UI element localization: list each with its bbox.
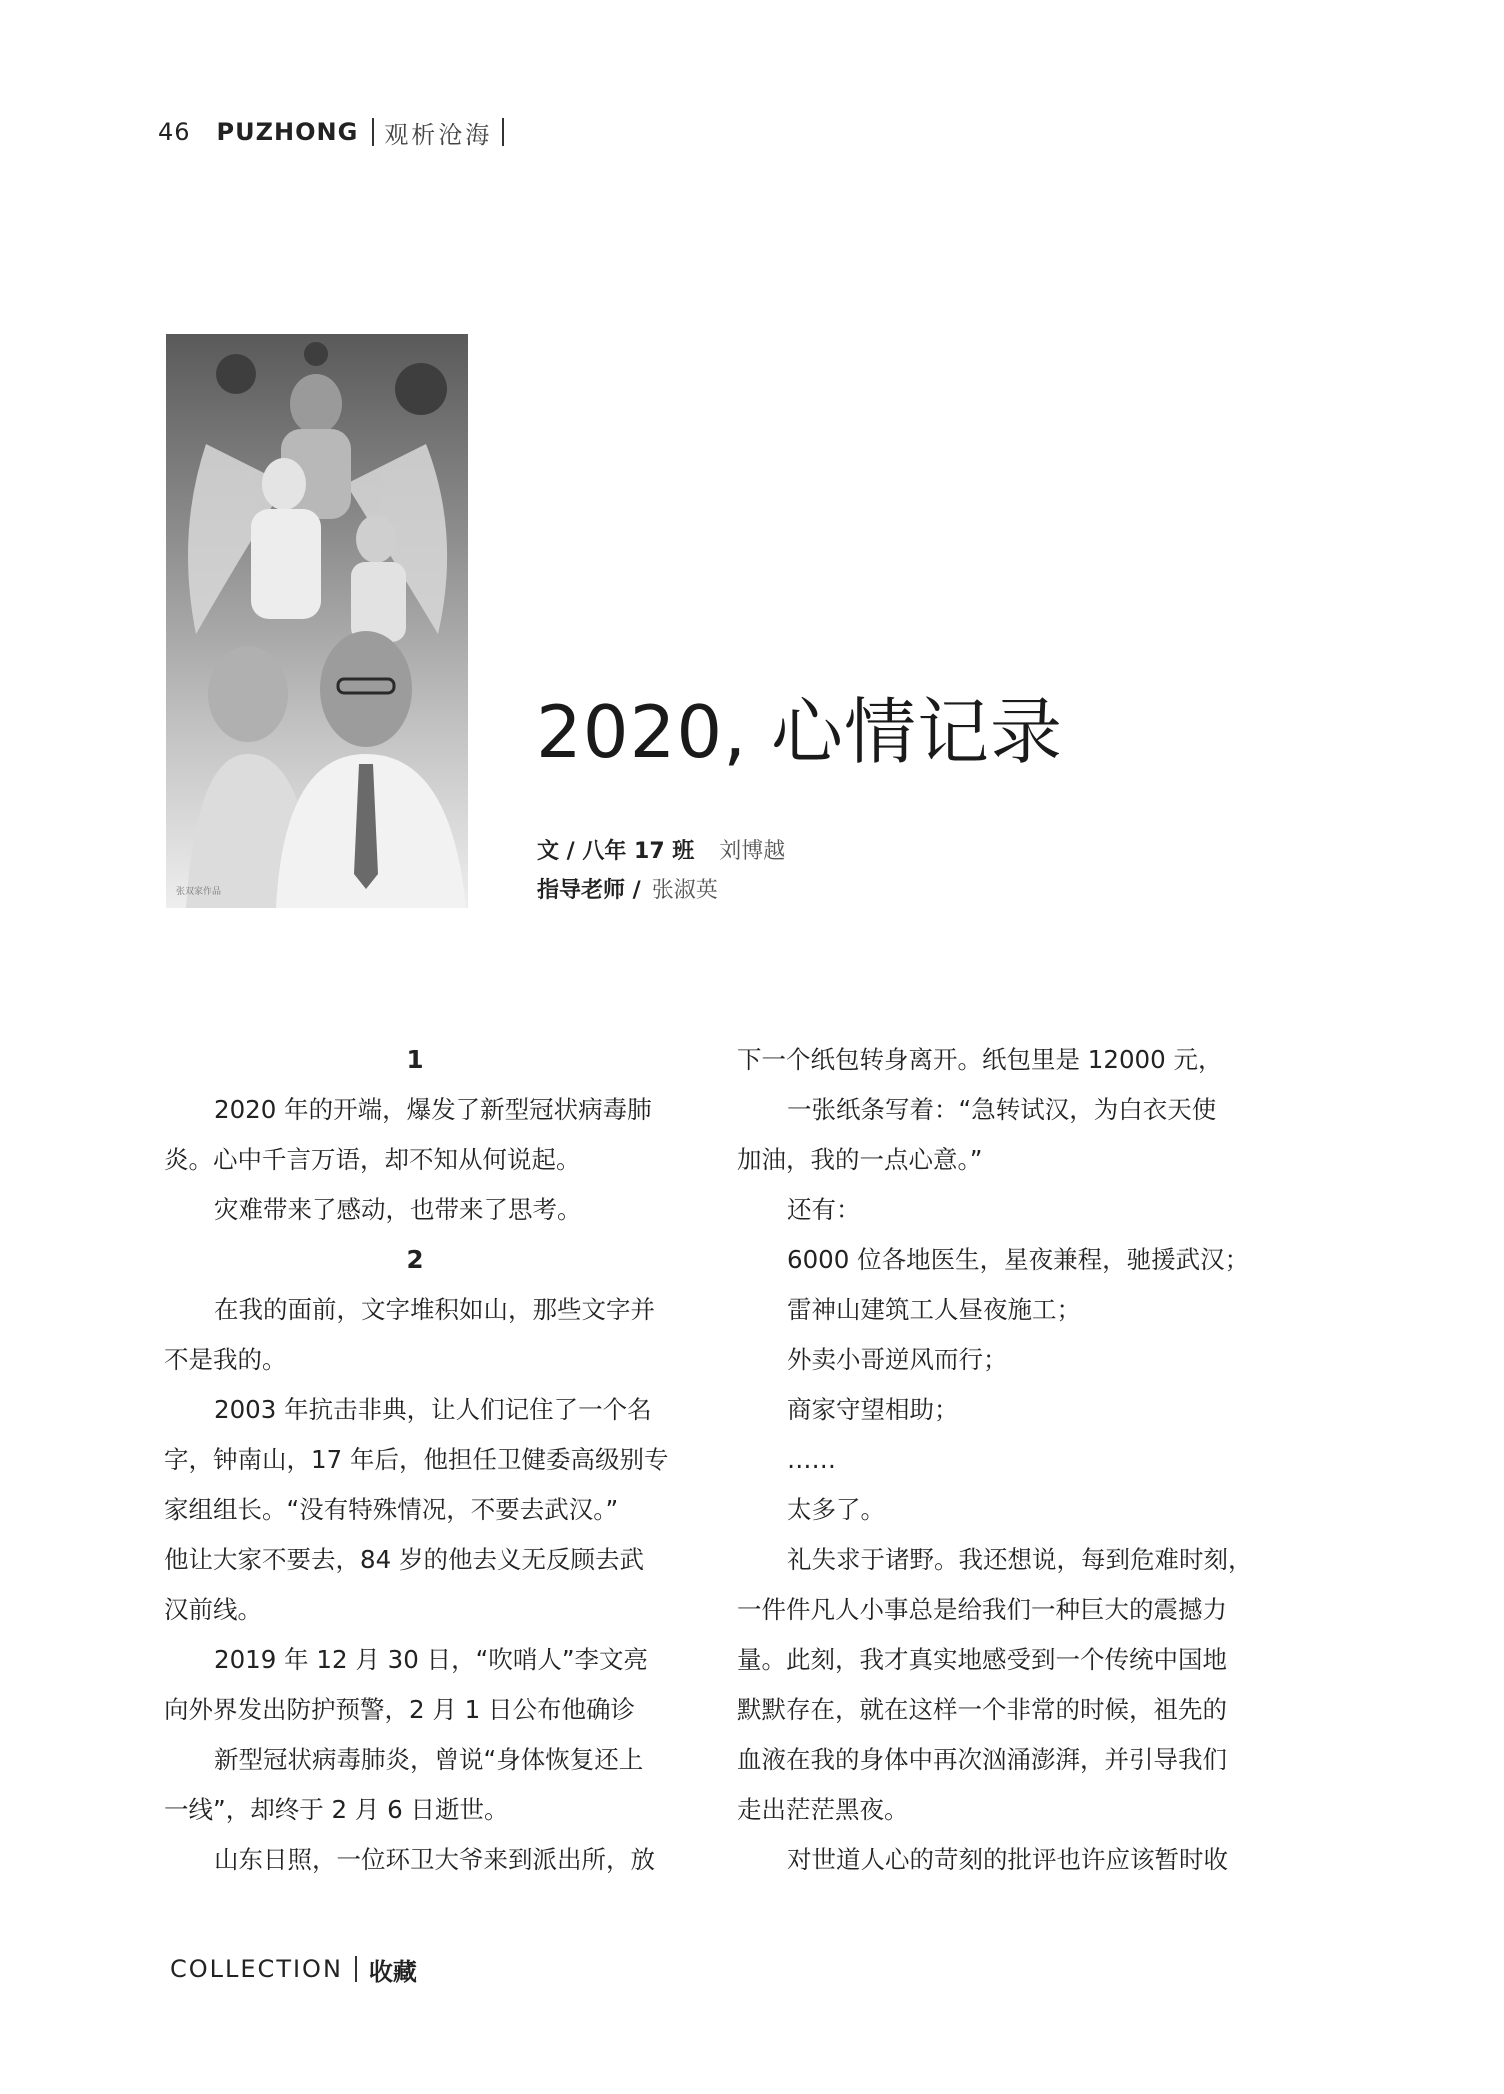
paragraph-line: 商家守望相助；	[787, 1395, 959, 1424]
byline-teacher-label: 指导老师 /	[537, 878, 641, 903]
paragraph-line: 2019 年 12 月 30 日，“吹哨人”李文亮	[214, 1645, 649, 1674]
byline-teacher	[537, 873, 718, 904]
paragraph-line: 对世道人心的苛刻的批评也许应该暂时收	[787, 1845, 1228, 1874]
byline-author-label: 文 / 八年 17 班	[537, 839, 695, 864]
section-number: 2	[406, 1245, 424, 1274]
byline-author	[537, 834, 785, 865]
paragraph-line: 家组组长。“没有特殊情况，不要去武汉。”	[164, 1495, 619, 1524]
paragraph-line: 一张纸条写着：“急转试汉，为白衣天使	[787, 1095, 1217, 1124]
paragraph-line: 雷神山建筑工人昼夜施工；	[787, 1295, 1081, 1324]
paragraph-line: 不是我的。	[164, 1345, 287, 1374]
byline-teacher-name: 张淑英	[651, 878, 718, 903]
paragraph-line: 下一个纸包转身离开。纸包里是 12000 元，	[737, 1045, 1223, 1074]
paragraph-line: 还有：	[787, 1195, 861, 1224]
paragraph-line: 一件件凡人小事总是给我们一种巨大的震撼力	[737, 1595, 1227, 1624]
magazine-brand: PUZHONG	[216, 118, 359, 146]
section-number: 1	[406, 1045, 424, 1074]
body-column-left	[164, 1035, 669, 1885]
illustration-caption: 张双家作品	[176, 887, 222, 897]
paragraph-line: 一线”，却终于 2 月 6 日逝世。	[164, 1795, 509, 1824]
article-title: 2020, 心情记录	[536, 690, 1064, 774]
paragraph-line: 血液在我的身体中再次汹涌澎湃，并引导我们	[737, 1745, 1227, 1774]
footer-collection: COLLECTION	[170, 1955, 343, 1983]
footer-divider	[355, 1956, 357, 1982]
paragraph-line: 在我的面前，文字堆积如山，那些文字并	[214, 1295, 655, 1324]
paragraph-line: 山东日照，一位环卫大爷来到派出所，放	[214, 1845, 655, 1874]
paragraph-line: 礼失求于诸野。我还想说，每到危难时刻，	[787, 1545, 1253, 1574]
paragraph-line: 太多了。	[787, 1495, 885, 1524]
illustration-drawing	[166, 334, 468, 908]
section-name: 观析沧海	[384, 120, 493, 149]
byline-author-name: 刘博越	[719, 839, 786, 864]
page-header	[158, 112, 504, 152]
paragraph-line: 向外界发出防护预警，2 月 1 日公布他确诊	[164, 1695, 636, 1724]
header-divider	[372, 118, 374, 146]
article-illustration	[166, 334, 468, 908]
paragraph-line: 默默存在，就在这样一个非常的时候，祖先的	[737, 1695, 1227, 1724]
paragraph-line: 走出茫茫黑夜。	[737, 1795, 909, 1824]
paragraph-line: 炎。心中千言万语，却不知从何说起。	[164, 1145, 581, 1174]
paragraph-line: 汉前线。	[164, 1595, 262, 1624]
paragraph-line: 加油，我的一点心意。”	[737, 1145, 983, 1174]
paragraph-line: 灾难带来了感动，也带来了思考。	[214, 1195, 582, 1224]
paragraph-line: 字，钟南山，17 年后，他担任卫健委高级别专	[164, 1445, 669, 1474]
paragraph-line: 新型冠状病毒肺炎，曾说“身体恢复还上	[214, 1745, 644, 1774]
page-number: 46	[158, 118, 191, 146]
paragraph-line: 量。此刻，我才真实地感受到一个传统中国地	[737, 1645, 1227, 1674]
footer-collection-zh: 收藏	[368, 1957, 417, 1986]
paragraph-line: 外卖小哥逆风而行；	[787, 1345, 1008, 1374]
paragraph-line: 2020 年的开端，爆发了新型冠状病毒肺	[214, 1095, 652, 1124]
body-column-right	[737, 1035, 1253, 1885]
page-footer	[170, 1952, 417, 1986]
header-divider-end	[502, 118, 504, 146]
paragraph-line: 他让大家不要去，84 岁的他去义无反顾去武	[164, 1545, 644, 1574]
paragraph-line: 6000 位各地医生，星夜兼程，驰援武汉；	[787, 1245, 1250, 1274]
paragraph-line: ……	[787, 1445, 836, 1474]
paragraph-line: 2003 年抗击非典，让人们记住了一个名	[214, 1395, 652, 1424]
